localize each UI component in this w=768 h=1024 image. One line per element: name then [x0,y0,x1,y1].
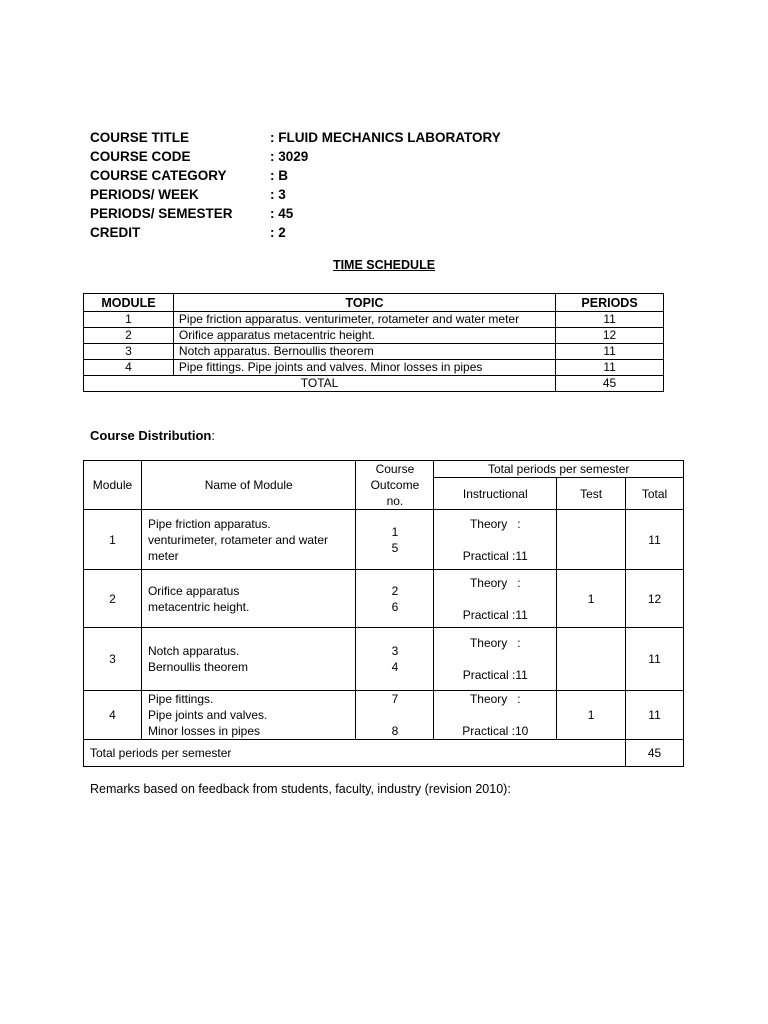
test-cell: 1 [557,691,626,740]
name-line: Bernoullis theorem [147,660,249,674]
name-line: Pipe fittings. [147,692,214,706]
name-cell [141,510,355,570]
periods-week-row [90,185,501,204]
course-title-label: COURSE TITLE [90,130,190,145]
periods-cell: 12 [556,328,664,344]
total-row [84,740,684,767]
topic-cell: Pipe fittings. Pipe joints and valves. Minor losses in pipes [173,360,555,376]
course-category-value: : B [270,168,288,183]
course-distribution-title: Course Distribution [90,428,212,443]
credit-row [90,223,501,242]
module-header: MODULE [84,294,174,312]
course-distribution-table [83,460,684,767]
periods-semester-value: : 45 [270,206,294,221]
instructional-cell [434,628,557,691]
periods-cell: 11 [556,312,664,328]
outcome-cell [356,628,434,691]
periods-header: PERIODS [556,294,664,312]
instructional-cell [434,691,557,740]
periods-cell: 11 [556,344,664,360]
theory-label: Theory : [469,692,521,706]
course-distribution-heading [90,428,215,443]
name-line: Minor losses in pipes [147,724,261,738]
name-line: Pipe friction apparatus. [147,516,271,531]
module-cell: 2 [84,328,174,344]
test-cell: 1 [557,570,626,628]
topic-header: TOPIC [173,294,555,312]
periods-week-value: : 3 [270,187,286,202]
outcome-value: 3 [391,644,399,658]
outcome-cell [356,510,434,570]
periods-cell: 11 [556,360,664,376]
practical-label: Practical :11 [462,548,528,563]
name-line: Pipe joints and valves. [147,708,268,722]
test-header: Test [557,478,626,510]
time-schedule-heading: TIME SCHEDULE [332,258,436,272]
total-cell: 11 [626,510,684,570]
name-of-module-header: Name of Module [141,461,355,510]
table-row [84,328,664,344]
total-cell: 11 [626,628,684,691]
name-cell [141,691,355,740]
instructional-cell [434,510,557,570]
total-value: 45 [556,376,664,392]
table-row [84,510,684,570]
total-header: Total [626,478,684,510]
total-periods-header: Total periods per semester [434,461,684,478]
periods-week-label: PERIODS/ WEEK [90,187,199,202]
practical-label: Practical :10 [462,724,529,738]
instructional-header: Instructional [434,478,557,510]
table-row [84,628,684,691]
course-title-row [90,128,501,147]
course-category-label: COURSE CATEGORY [90,168,227,183]
theory-label: Theory : [469,575,521,590]
total-periods-value: 45 [626,740,684,767]
total-label: TOTAL [84,376,556,392]
course-category-row [90,166,501,185]
module-cell: 4 [84,360,174,376]
instructional-cell [434,570,557,628]
time-schedule-table [83,293,664,392]
course-distribution-colon: : [211,428,215,443]
credit-value: : 2 [270,225,286,240]
course-title-value: : FLUID MECHANICS LABORATORY [270,130,501,145]
practical-label: Practical :11 [462,607,528,622]
outcome-cell [356,570,434,628]
outcome-value: 2 [391,583,399,598]
name-line: metacentric height. [147,599,250,614]
module-cell: 4 [84,691,142,740]
table-row [84,570,684,628]
theory-label: Theory : [469,516,521,531]
credit-label: CREDIT [90,225,141,240]
module-cell: 1 [84,312,174,328]
name-line: Notch apparatus. [147,644,240,658]
outcome-value: 1 [391,524,399,539]
time-schedule-header-row [84,294,664,312]
periods-semester-row [90,204,501,223]
module-cell: 3 [84,344,174,360]
table-row [84,360,664,376]
topic-cell: Orifice apparatus metacentric height. [173,328,555,344]
name-line: meter [147,548,179,563]
course-code-label: COURSE CODE [90,149,191,164]
test-cell [557,510,626,570]
course-code-row [90,147,501,166]
distribution-header-row [84,461,684,478]
table-row [84,312,664,328]
total-periods-label: Total periods per semester [84,740,626,767]
outcome-value: 8 [391,724,399,738]
total-cell: 12 [626,570,684,628]
course-info [90,128,501,242]
outcome-value: 4 [391,660,399,674]
course-code-value: : 3029 [270,149,309,164]
module-cell: 3 [84,628,142,691]
name-line: venturimeter, rotameter and water [147,532,329,547]
name-line: Orifice apparatus [147,583,240,598]
module-cell: 1 [84,510,142,570]
topic-cell: Pipe friction apparatus. venturimeter, rotameter and water meter [173,312,555,328]
outcome-value: 6 [391,599,399,614]
theory-label: Theory : [469,636,521,650]
name-cell [141,628,355,691]
table-row [84,691,684,740]
table-row [84,344,664,360]
name-cell [141,570,355,628]
outcome-value: 5 [391,540,399,555]
outcome-cell [356,691,434,740]
periods-semester-label: PERIODS/ SEMESTER [90,206,233,221]
module-cell: 2 [84,570,142,628]
total-cell: 11 [626,691,684,740]
topic-cell: Notch apparatus. Bernoullis theorem [173,344,555,360]
test-cell [557,628,626,691]
module-header: Module [84,461,142,510]
outcome-value: 7 [391,692,399,706]
remarks-text: Remarks based on feedback from students, faculty, industry (revision 2010): [90,782,511,796]
total-row [84,376,664,392]
practical-label: Practical :11 [462,668,528,682]
course-outcome-header: Course Outcome no. [356,461,434,510]
